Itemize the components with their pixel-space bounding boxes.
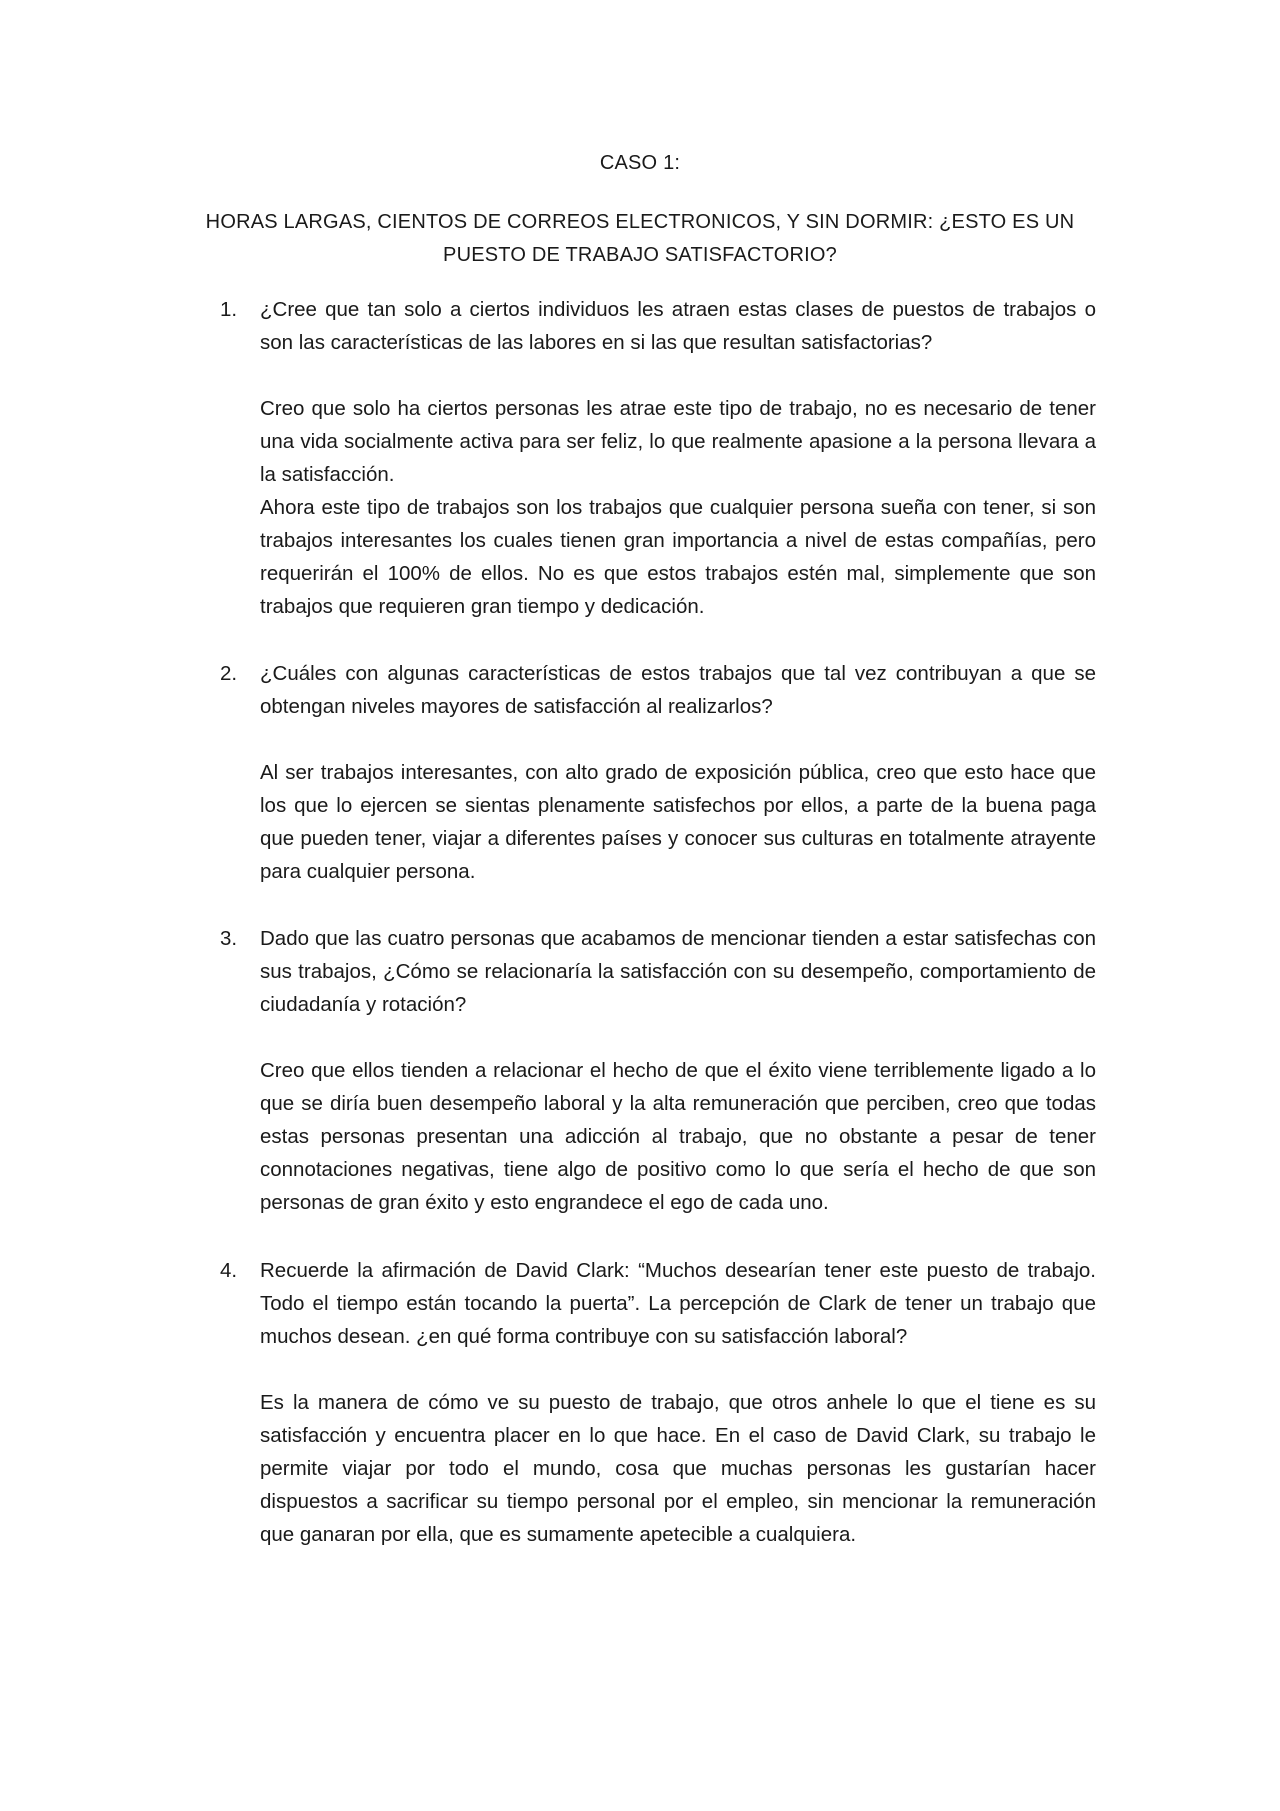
subtitle-text: HORAS LARGAS, CIENTOS DE CORREOS ELECTRONICOS, Y SIN DORMIR: ¿ESTO ES UN PUESTO DE TRABAJO SATISFACTORIO? xyxy=(205,211,1075,266)
answer-text xyxy=(260,392,1096,623)
question-number: 2. xyxy=(220,662,238,685)
answer-text xyxy=(260,756,1096,888)
answer-paragraph: Creo que solo ha ciertos personas les atrae este tipo de trabajo, no es necesario de tener una vida socialmente activa para ser feliz, lo que realmente apasione a la persona llevara a la satisfacción. xyxy=(260,397,1096,486)
question-text: ¿Cuáles con algunas características de estos trabajos que tal vez contribuyan a que se obtengan niveles mayores de satisfacción al realizarlos? xyxy=(260,662,1096,718)
question-text: ¿Cree que tan solo a ciertos individuos les atraen estas clases de puestos de trabajos o son las características de las labores en si las que resultan satisfactorias? xyxy=(260,298,1096,354)
answer-paragraph: Es la manera de cómo ve su puesto de trabajo, que otros anhele lo que el tiene es su satisfacción y encuentra placer en lo que hace. En el caso de David Clark, su trabajo le permite viajar por todo el mundo, cosa que muchas personas les gustarían hacer dispuestos a sacrificar su tiempo personal por el empleo, sin mencionar la remuneración que ganaran por ella, que es sumamente apetecible a cualquiera. xyxy=(260,1391,1096,1546)
answer-paragraph: Creo que ellos tienden a relacionar el hecho de que el éxito viene terriblemente ligado a lo que se diría buen desempeño laboral y la alta remuneración que perciben, creo que todas estas personas presentan una adicción al trabajo, que no obstante a pesar de tener connotaciones negativas, tiene algo de positivo como lo que sería el hecho de que son personas de gran éxito y esto engrandece el ego de cada uno. xyxy=(260,1059,1096,1214)
question-number: 4. xyxy=(220,1259,238,1282)
answer-text xyxy=(260,1054,1096,1219)
question-text: Recuerde la afirmación de David Clark: “Muchos desearían tener este puesto de trabajo. Todo el tiempo están tocando la puerta”. La percepción de Clark de tener un trabajo que muchos desean. ¿en qué forma contribuye con su satisfacción laboral? xyxy=(260,1259,1096,1348)
document-subtitle xyxy=(0,206,1280,272)
answer-paragraph: Al ser trabajos interesantes, con alto grado de exposición pública, creo que esto hace que los que lo ejercen se sientas plenamente satisfechos por ellos, a parte de la buena paga que pueden tener, viajar a diferentes países y conocer sus culturas en totalmente atrayente para cualquier persona. xyxy=(260,761,1096,883)
answer-paragraph: Ahora este tipo de trabajos son los trabajos que cualquier persona sueña con tener, si son trabajos interesantes los cuales tienen gran importancia a nivel de estas compañías, pero requerirán el 100% de ellos. No es que estos trabajos estén mal, simplemente que son trabajos que requieren gran tiempo y dedicación. xyxy=(260,496,1096,618)
question-text: Dado que las cuatro personas que acabamos de mencionar tienden a estar satisfechas con sus trabajos, ¿Cómo se relacionaría la satisfacción con su desempeño, comportamiento de ciudadanía y rotación? xyxy=(260,927,1096,1016)
case-title: CASO 1: xyxy=(599,152,681,174)
answer-text xyxy=(260,1386,1096,1551)
question-number: 3. xyxy=(220,927,238,950)
question-number: 1. xyxy=(220,298,238,321)
